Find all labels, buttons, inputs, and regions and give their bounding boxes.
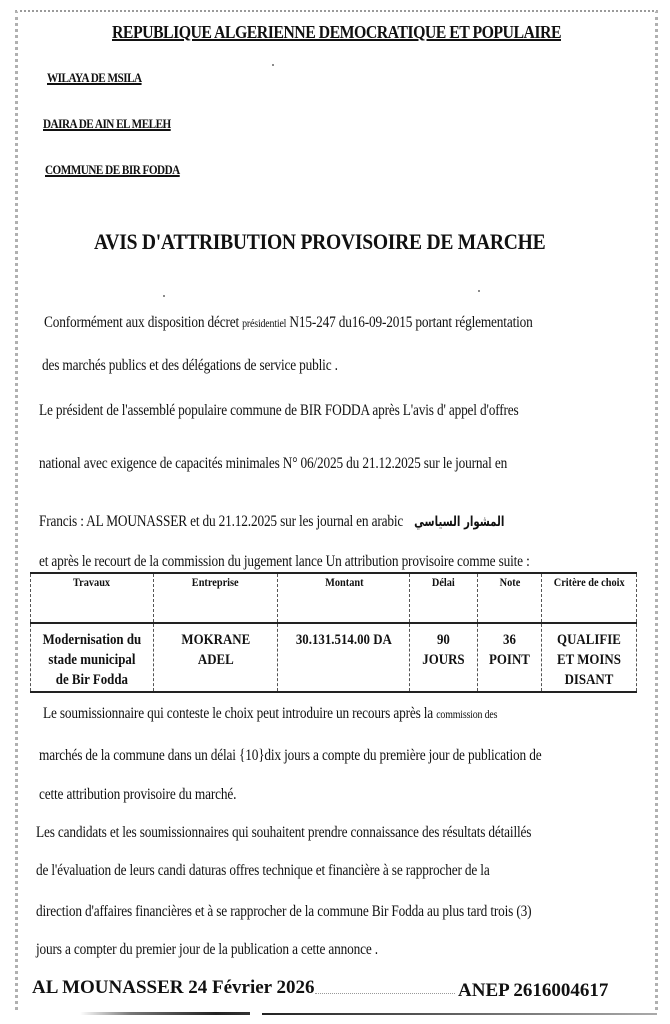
text-segment: Le soumissionnaire qui conteste le choix peut introduire un recours après la xyxy=(43,705,437,722)
cell-travaux: Modernisation du stade municipal de Bir Fodda xyxy=(31,623,154,692)
column-header-entreprise: Entreprise xyxy=(153,573,278,623)
scan-speck xyxy=(163,295,165,297)
candidates-line-1: Les candidats et les soumissionnaires qui souhaitent prendre connaissance des résultats détaillés xyxy=(36,824,532,841)
paragraph-president-line-1: Le président de l'assemblé populaire commune de BIR FODDA après L'avis d' appel d'offres xyxy=(39,402,519,419)
footer-divider xyxy=(315,993,455,994)
recourse-line-3: cette attribution provisoire du marché. xyxy=(39,786,237,803)
recourse-line-2: marchés de la commune dans un délai {10}dix jours a compte du première jour de publication de xyxy=(39,747,542,764)
cell-montant: 30.131.514.00 DA xyxy=(278,623,410,692)
candidates-line-2: de l'évaluation de leurs candi daturas offres technique et financière à se rapprocher de la xyxy=(36,862,490,879)
attribution-table xyxy=(30,572,637,693)
arabic-newspaper-name: المشوار السياسي xyxy=(414,514,505,530)
cell-note: 36 POINT xyxy=(478,623,542,692)
table-row xyxy=(31,623,637,692)
text-segment: Francis : AL MOUNASSER et du 21.12.2025 sur les journal en arabic xyxy=(39,513,407,530)
column-header-note: Note xyxy=(478,573,542,623)
cell-delai: 90 JOURS xyxy=(410,623,478,692)
publication-date: AL MOUNASSER 24 Février 2026 xyxy=(32,977,315,998)
text-segment-small: commission des xyxy=(436,709,498,721)
recourse-line-1 xyxy=(43,705,497,723)
anep-reference: ANEP 2616004617 xyxy=(458,980,609,1001)
text-segment: Conformément aux disposition décret xyxy=(44,314,243,331)
column-header-travaux: Travaux xyxy=(31,573,154,623)
column-header-delai: Délai xyxy=(410,573,478,623)
paragraph-president-line-3 xyxy=(39,513,512,531)
document-border xyxy=(15,10,658,1010)
text-segment-small: présidentiel xyxy=(242,318,287,330)
candidates-line-3: direction d'affaires financières et à se rapprocher de la commune Bir Fodda au plus tard trois (3) xyxy=(36,903,532,920)
scan-speck xyxy=(478,290,480,292)
notice-title: AVIS D'ATTRIBUTION PROVISOIRE DE MARCHE xyxy=(94,229,546,254)
table-header-row xyxy=(31,573,637,623)
paragraph-decree-line-1 xyxy=(44,314,533,332)
cell-critere: QUALIFIE ET MOINS DISANT xyxy=(542,623,637,692)
cut-line xyxy=(80,1012,250,1015)
commune-heading: COMMUNE DE BIR FODDA xyxy=(45,162,180,177)
paragraph-president-line-2: national avec exigence de capacités minimales N° 06/2025 du 21.12.2025 sur le journal en xyxy=(39,455,508,472)
daira-heading: DAIRA DE AIN EL MELEH xyxy=(43,116,171,131)
cell-entreprise: MOKRANE ADEL xyxy=(153,623,278,692)
column-header-montant: Montant xyxy=(278,573,410,623)
paragraph-president-line-4: et après le recourt de la commission du jugement lance Un attribution provisoire comme suite : xyxy=(39,553,530,570)
cut-line xyxy=(262,1013,657,1015)
text-segment: N15-247 du16-09-2015 portant réglementation xyxy=(286,314,533,331)
wilaya-heading: WILAYA DE MSILA xyxy=(47,70,142,85)
republic-heading: REPUBLIQUE ALGERIENNE DEMOCRATIQUE ET POPULAIRE xyxy=(112,22,561,42)
scan-speck xyxy=(272,64,274,66)
column-header-critere: Critère de choix xyxy=(542,573,637,623)
candidates-line-4: jours a compter du premier jour de la publication a cette annonce . xyxy=(36,941,378,958)
paragraph-decree-line-2: des marchés publics et des délégations de service public . xyxy=(42,357,338,374)
